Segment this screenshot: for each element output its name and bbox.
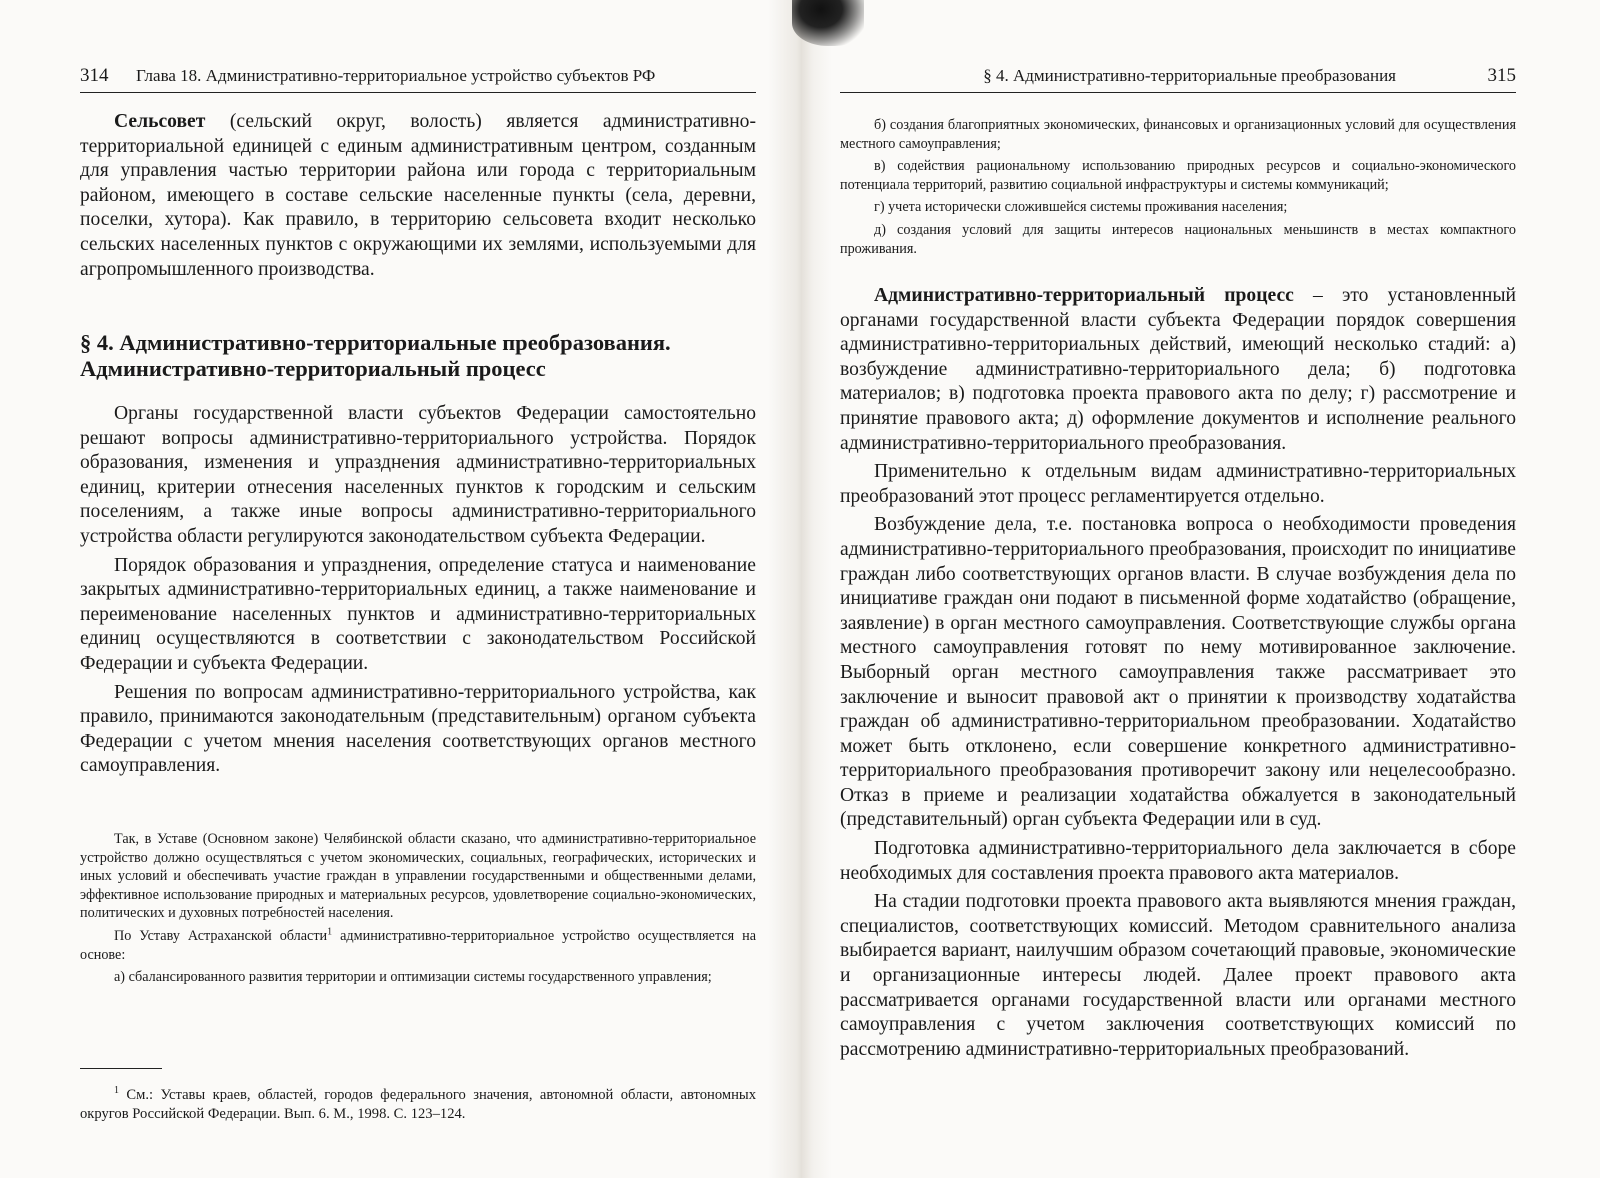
page-number: 314 xyxy=(80,65,109,86)
running-title: § 4. Административно-территориальные преобразования xyxy=(983,66,1396,85)
paragraph: Применительно к отдельным видам административно-территориальных преобразований этот процесс регламентируется отдельно. xyxy=(840,461,1516,507)
right-small-text xyxy=(840,116,1516,258)
small-paragraph: По Уставу Астраханской области$^1$ административно-территориальное устройство осуществляется на основе: xyxy=(80,926,756,963)
footnote-marker: 1 xyxy=(114,1085,119,1097)
footnote xyxy=(80,1086,756,1124)
intro-text: (сельский округ, волость) является административно-территориальной единицей с единым административным центром, созданным для управления частью территории района или города с территориальным районом, имеющего в составе сельские населенные пункты (села, деревни, поселки, хутора). Как правило, в территорию сельсовета входит несколько сельских населенных пунктов с окружающими их землями, используемыми для агропромышленного производства. xyxy=(80,111,756,280)
book-gutter xyxy=(768,0,832,1178)
term-process: Административно-территориальный процесс xyxy=(874,285,1294,306)
right-body xyxy=(840,284,1516,1062)
process-paragraph xyxy=(840,284,1516,456)
paragraph: Подготовка административно-территориального дела заключается в сборе необходимых для составления проекта правового акта материалов. xyxy=(840,838,1516,884)
running-title: Глава 18. Административно-территориальное устройство субъектов РФ xyxy=(136,66,656,85)
section-heading-line1: § 4. Административно-территориальные преобразования. xyxy=(80,330,671,355)
footnote-rule xyxy=(80,1068,162,1069)
left-page xyxy=(80,0,756,1178)
term-selsovet: Сельсовет xyxy=(114,111,206,132)
left-intro xyxy=(80,110,756,282)
paragraph: Решения по вопросам административно-территориального устройства, как правило, принимаются законодательным (представительным) органом субъекта Федерации с учетом мнения населения соответствующих органов местного самоуправления. xyxy=(80,681,756,777)
left-page-header xyxy=(80,62,756,93)
right-page-header xyxy=(840,62,1516,93)
paragraph: Порядок образования и упразднения, определение статуса и наименование закрытых административно-территориальных единиц, а также наименование и переименование населенных пунктов и административно-территориальных единиц осуществляются в соответствии с законодательством Российской Федерации и субъекта Федерации. xyxy=(80,554,756,674)
paragraph: Органы государственной власти субъектов Федерации самостоятельно решают вопросы административно-территориального устройства. Порядок образования, изменения и упразднения административно-территориальных единиц, критерии отнесения населенных пунктов к городским и сельским поселениям, а также иные вопросы административно-территориального устройства области регулируются законодательством субъекта Федерации. xyxy=(80,403,756,547)
process-text: – это установленный органами государственной власти субъекта Федерации порядок совершения административно-территориальных действий, имеющий несколько стадий: а) возбуждение административно-территориального дела; б) подготовка материалов; в) подготовка проекта правового акта по делу; г) рассмотрение и принятие правового акта; д) оформление документов и исполнение реального административно-территориального преобразования. xyxy=(840,285,1516,454)
left-small-text xyxy=(80,830,756,987)
small-paragraph: а) сбалансированного развития территории и оптимизации системы государственного управления; xyxy=(114,969,712,986)
paragraph: На стадии подготовки проекта правового акта выявляются мнения граждан, специалистов, соответствующих комиссий. Методом сравнительного анализа выбирается вариант, наилучшим образом сочетающий правовые, экономические и организационные интересы людей. Далее проект правового акта рассматривается органами государственной власти или органами местного самоуправления с учетом заключения соответствующих комиссий по рассмотрению административно-территориальных преобразований. xyxy=(840,891,1516,1060)
small-paragraph: б) создания благоприятных экономических, финансовых и организационных условий для осуществления местного самоуправления; xyxy=(840,117,1516,152)
small-paragraph: г) учета исторически сложившейся системы проживания населения; xyxy=(874,199,1288,216)
small-paragraph: д) создания условий для защиты интересов национальных меньшинств в местах компактного проживания. xyxy=(840,221,1516,257)
small-paragraph: в) содействия рациональному использованию природных ресурсов и социально-экономического потенциала территорий, развитию социальной инфраструктуры и системы коммуникаций; xyxy=(840,158,1516,193)
footnote-ref: 1 xyxy=(327,926,333,938)
section-heading-line2: Административно-территориальный процесс xyxy=(80,356,546,381)
left-body xyxy=(80,402,756,779)
intro-paragraph xyxy=(80,110,756,282)
right-page xyxy=(840,0,1516,1178)
section-heading-block xyxy=(80,330,756,382)
paragraph: Возбуждение дела, т.е. постановка вопроса о необходимости проведения административно-территориального преобразования, происходит по инициативе граждан либо соответствующих органов власти. В случае возбуждения дела по инициативе граждан они подают в письменной форме ходатайство (обращение, заявление) в орган местного самоуправления. Соответствующие службы органа местного самоуправления готовят по нему мотивированное заключение. Выборный орган местного самоуправления также рассматривает это заключение и выносит правовой акт о принятии к производству ходатайства граждан об административно-территориальном преобразовании. Ходатайство может быть отклонено, если совершение конкретного административно-территориального преобразования противоречит закону или нецелесообразно. Отказ в приеме и реализации ходатайства обжалуется в законодательный (представительный) орган субъекта Федерации или в суд. xyxy=(840,514,1516,831)
section-heading xyxy=(80,330,756,382)
page-number: 315 xyxy=(1487,65,1516,86)
small-paragraph: Так, в Уставе (Основном законе) Челябинской области сказано, что административно-территориальное устройство должно осуществляться с учетом экономических, социальных, географических, исторических и иных условий и обеспечивать участие граждан в управлении государственными и общественными делами, эффективное использование природных и материальных ресурсов, удовлетворение социально-экономических, политических и духовных потребностей населения. xyxy=(80,831,756,922)
footnote-text: См.: Уставы краев, областей, городов федерального значения, автономной области, автономных округов Российской Федерации. Вып. 6. М., 1998. С. 123–124. xyxy=(80,1087,756,1122)
